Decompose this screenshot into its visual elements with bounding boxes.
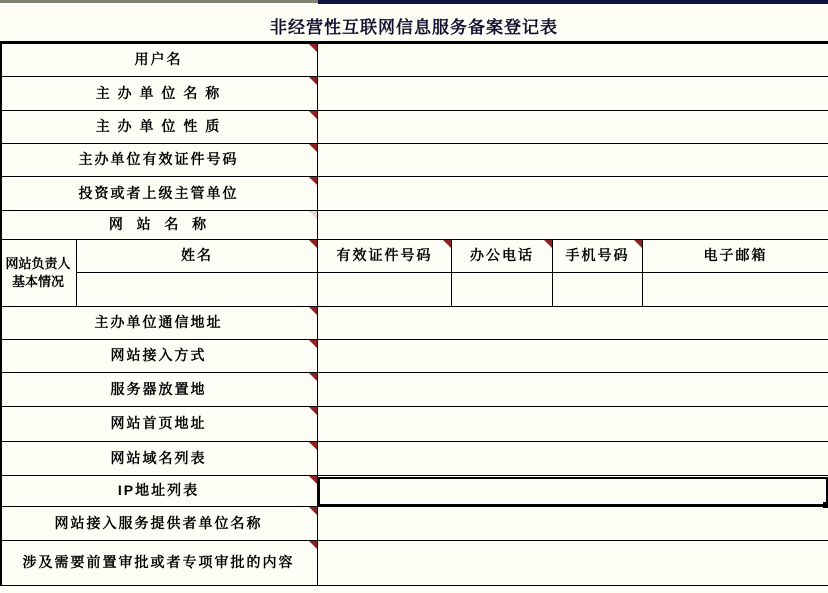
table-row	[0, 177, 828, 211]
cell-contact-name-value[interactable]	[77, 273, 318, 306]
label-org-name-text: 主 办 单 位 名 称	[95, 84, 222, 101]
contact-value-row	[77, 273, 828, 307]
cell-org-cert-no-value[interactable]	[318, 144, 828, 176]
comment-flag-icon	[309, 373, 317, 381]
cell-org-type-value[interactable]	[318, 111, 828, 143]
cell-email-value[interactable]	[643, 273, 828, 306]
table-row	[0, 340, 828, 373]
header-contact-cert-no	[318, 240, 452, 272]
label-site-name	[0, 211, 318, 239]
label-server-location	[0, 373, 318, 406]
table-row	[0, 307, 828, 340]
label-ip-list	[0, 476, 318, 506]
top-bar-right-segment	[318, 0, 828, 4]
label-contact-block	[0, 240, 77, 307]
cell-investor-value[interactable]	[318, 177, 828, 210]
label-org-type	[0, 111, 318, 143]
label-postal-address-text: 主办单位通信地址	[94, 314, 223, 331]
comment-flag-icon	[309, 507, 317, 515]
comment-flag-icon	[309, 240, 317, 248]
table-row	[0, 44, 828, 77]
cell-homepage-url-value[interactable]	[318, 407, 828, 441]
header-contact-cert-no-text: 有效证件号码	[336, 247, 433, 264]
header-office-phone-text: 办公电话	[470, 247, 534, 264]
label-org-name	[0, 77, 318, 110]
cell-org-name-value[interactable]	[318, 77, 828, 110]
comment-flag-icon	[443, 240, 451, 248]
comment-flag-icon	[309, 177, 317, 185]
cell-preapproval-content-value[interactable]	[318, 541, 828, 585]
table-row	[0, 541, 828, 586]
header-email	[643, 240, 828, 272]
cell-office-phone-value[interactable]	[452, 273, 553, 306]
label-isp-name-text: 网站接入服务提供者单位名称	[54, 514, 263, 531]
table-row	[0, 144, 828, 177]
comment-flag-icon	[309, 211, 317, 219]
label-investor-text: 投资或者上级主管单位	[78, 184, 239, 201]
cell-username-value[interactable]	[318, 44, 828, 76]
cell-mobile-phone-value[interactable]	[553, 273, 643, 306]
label-server-location-text: 服务器放置地	[110, 380, 207, 397]
comment-flag-icon	[309, 77, 317, 85]
label-preapproval-content-text: 涉及需要前置审批或者专项审批的内容	[22, 554, 295, 571]
cell-server-location-value[interactable]	[318, 373, 828, 406]
label-contact-line2: 基本情况	[11, 274, 64, 289]
comment-flag-icon	[309, 144, 317, 152]
label-access-method-text: 网站接入方式	[110, 347, 207, 364]
cell-isp-name-value[interactable]	[318, 507, 828, 540]
comment-flag-icon	[309, 44, 317, 52]
top-bar-left-segment	[0, 0, 318, 3]
comment-flag-icon	[634, 240, 642, 248]
comment-flag-icon	[309, 307, 317, 315]
cell-access-method-value[interactable]	[318, 340, 828, 372]
label-investor	[0, 177, 318, 210]
header-mobile-phone-text: 手机号码	[565, 247, 630, 264]
comment-flag-icon	[309, 442, 317, 450]
label-isp-name	[0, 507, 318, 540]
label-org-cert-no-text: 主办单位有效证件号码	[78, 151, 239, 168]
cell-postal-address-value[interactable]	[318, 307, 828, 339]
comment-flag-icon	[309, 340, 317, 348]
table-row	[0, 111, 828, 144]
header-office-phone	[452, 240, 553, 272]
cell-site-name-value[interactable]	[318, 211, 828, 239]
label-homepage-url	[0, 407, 318, 441]
table-row	[0, 507, 828, 541]
label-access-method	[0, 340, 318, 372]
header-mobile-phone	[553, 240, 643, 272]
comment-flag-icon	[544, 240, 552, 248]
label-username	[0, 44, 318, 76]
label-domain-list-text: 网站域名列表	[110, 449, 207, 466]
comment-flag-icon	[309, 111, 317, 119]
table-row	[0, 373, 828, 407]
table-row	[0, 407, 828, 442]
table-row	[0, 442, 828, 476]
comment-flag-icon	[309, 407, 317, 415]
header-email-text: 电子邮箱	[703, 247, 768, 264]
label-postal-address	[0, 307, 318, 339]
label-org-type-text: 主 办 单 位 性 质	[95, 118, 222, 135]
page-title: 非经营性互联网信息服务备案登记表	[270, 18, 558, 37]
label-preapproval-content	[0, 541, 318, 585]
contact-header-row	[77, 240, 828, 273]
table-row	[0, 77, 828, 111]
comment-flag-icon	[309, 541, 317, 549]
comment-flag-icon	[309, 476, 317, 484]
table-row	[0, 211, 828, 240]
header-contact-name-text: 姓名	[181, 247, 213, 264]
cell-domain-list-value[interactable]	[318, 442, 828, 475]
label-contact-line1: 网站负责人	[5, 256, 71, 272]
label-ip-list-text: IP地址列表	[117, 482, 200, 499]
label-username-text: 用户名	[134, 51, 183, 68]
label-site-name-text: 网 站 名 称	[108, 216, 209, 233]
label-homepage-url-text: 网站首页地址	[110, 415, 207, 432]
cell-contact-cert-no-value[interactable]	[318, 273, 452, 306]
selected-cell[interactable]	[318, 477, 828, 506]
header-contact-name	[77, 240, 318, 272]
label-domain-list	[0, 442, 318, 475]
label-org-cert-no	[0, 144, 318, 176]
fill-handle[interactable]	[823, 502, 828, 508]
